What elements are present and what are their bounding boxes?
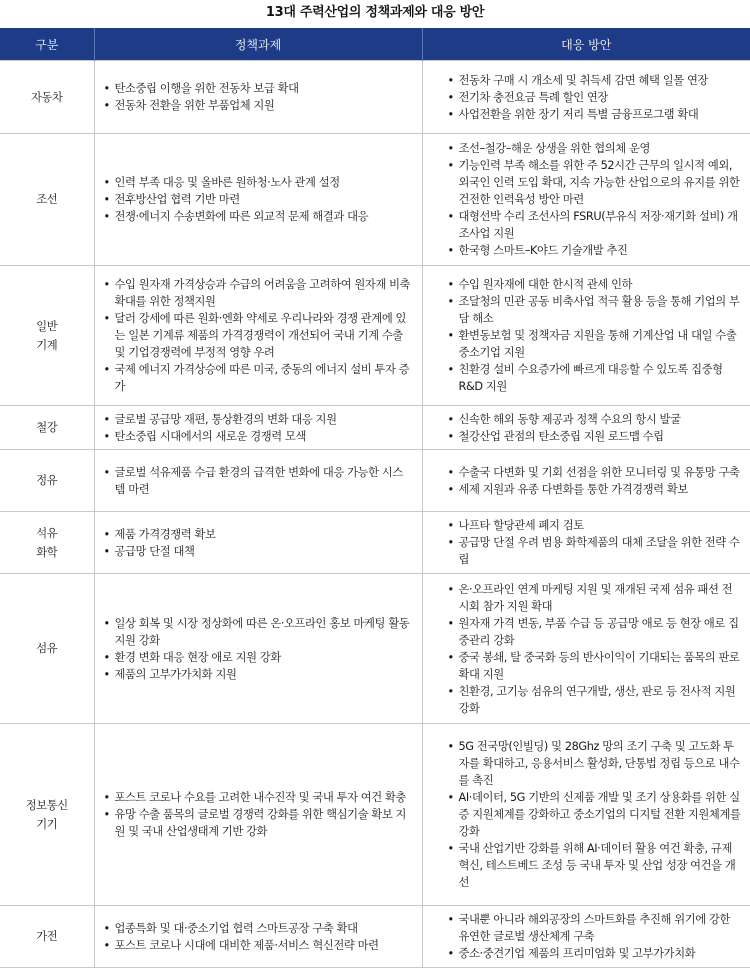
policy-item: • 포스트 코로나 시대에 대비한 제품·서비스 혁신전략 마련 <box>104 937 413 954</box>
response-item: • 신속한 해외 동향 제공과 정책 수요의 항시 발굴 <box>448 411 742 428</box>
category-label: 자동차 <box>30 90 63 104</box>
policy-item: • 제품 가격경쟁력 확보 <box>104 526 413 543</box>
response-item: • 세제 지원과 유종 다변화를 통한 가격경쟁력 확보 <box>448 481 742 498</box>
response-item: • 기능인력 부족 해소를 위한 주 52시간 근무의 일시적 예외, 외국인 인력 도입 확대, 지속 가능한 산업으로의 유지를 위한 건전한 인력육성 방안 마련 <box>448 157 742 208</box>
response-item: • 중소·중견기업 제품의 프리미엄화 및 고부가가치화 <box>448 945 742 962</box>
category-label: 가전 <box>36 930 58 943</box>
policy-table <box>0 28 750 968</box>
category-label: 일반 <box>36 319 58 333</box>
table-row <box>0 134 750 266</box>
category-cell <box>0 574 94 724</box>
response-list <box>424 911 750 962</box>
table-row <box>0 450 750 512</box>
table-body <box>0 61 750 968</box>
response-item: • AI·데이터, 5G 기반의 신제품 개발 및 조기 상용화를 위한 실증 지원체계를 강화하고 중소기업의 디지털 전환 지원체계를 강화 <box>448 789 742 840</box>
header-response: 대응 방안 <box>422 28 750 61</box>
response-item: • 철강산업 관점의 탄소중립 지원 로드맵 수립 <box>448 428 742 445</box>
category-label: 조선 <box>36 193 58 206</box>
category-cell <box>0 61 94 134</box>
policy-item: • 전쟁·에너지 수송변화에 따른 외교적 문제 해결과 대응 <box>104 208 413 225</box>
response-cell <box>422 512 750 574</box>
table-header-row <box>0 28 750 61</box>
response-list <box>424 411 750 445</box>
policy-item: • 업종특화 및 대·중소기업 협력 스마트공장 구축 확대 <box>104 920 413 937</box>
table-row <box>0 61 750 134</box>
policy-item: • 국제 에너지 가격상승에 따른 미국, 중동의 에너지 설비 투자 증가 <box>104 361 413 395</box>
response-cell <box>422 134 750 266</box>
response-item: • 수입 원자재에 대한 한시적 관세 인하 <box>448 276 742 293</box>
response-cell <box>422 906 750 968</box>
response-item: • 5G 전국망(인빌딩) 및 28Ghz 망의 조기 구축 및 고도화 투자를 확대하고, 응용서비스 활성화, 단통법 정립 등으로 내수를 촉진 <box>448 738 742 789</box>
policy-list <box>96 526 421 560</box>
header-policy: 정책과제 <box>94 28 422 61</box>
response-item: • 사업전환을 위한 장기 저리 특별 금융프로그램 확대 <box>448 106 742 123</box>
category-cell <box>0 406 94 450</box>
response-item: • 전기차 충전요금 특례 할인 연장 <box>448 89 742 106</box>
policy-cell <box>94 266 422 406</box>
table-row <box>0 406 750 450</box>
response-item: • 나프타 할당관세 폐지 검토 <box>448 517 742 534</box>
category-label: 기기 <box>36 817 58 831</box>
table-row <box>0 266 750 406</box>
category-cell <box>0 512 94 574</box>
response-list <box>424 517 750 568</box>
response-cell <box>422 61 750 134</box>
policy-item: • 일상 회복 및 시장 정상화에 따른 온·오프라인 홍보 마케팅 활동 지원 강화 <box>104 615 413 649</box>
response-list <box>424 140 750 259</box>
policy-cell <box>94 512 422 574</box>
response-item: • 친환경 설비 수요증가에 빠르게 대응할 수 있도록 집중형 R&D 지원 <box>448 361 742 395</box>
response-item: • 중국 봉쇄, 탈 중국화 등의 반사이익이 기대되는 품목의 판로 확대 지원 <box>448 649 742 683</box>
policy-list <box>96 615 421 683</box>
policy-list <box>96 276 421 395</box>
policy-cell <box>94 134 422 266</box>
table-row <box>0 512 750 574</box>
policy-cell <box>94 61 422 134</box>
policy-cell <box>94 406 422 450</box>
response-item: • 대형선박 수리 조선사의 FSRU(부유식 저장·재기화 설비) 개조사업 지원 <box>448 208 742 242</box>
category-label: 기계 <box>36 338 58 352</box>
response-cell <box>422 450 750 512</box>
response-cell <box>422 724 750 906</box>
table-row <box>0 906 750 968</box>
category-label: 화학 <box>36 545 58 559</box>
policy-cell <box>94 724 422 906</box>
policy-item: • 글로벌 공급망 재편, 통상환경의 변화 대응 지원 <box>104 411 413 428</box>
category-cell <box>0 450 94 512</box>
table-row <box>0 574 750 724</box>
policy-item: • 달러 강세에 따른 원화·엔화 약세로 우리나라와 경쟁 관계에 있는 일본 기계류 제품의 가격경쟁력이 개선되어 국내 기계 수출 및 기업경쟁력에 부정적 영향 우려 <box>104 310 413 361</box>
policy-list <box>96 464 421 498</box>
policy-item: • 전동차 전환을 위한 부품업체 지원 <box>104 97 413 114</box>
response-item: • 조달청의 민관 공동 비축사업 적극 활용 등을 통해 기업의 부담 해소 <box>448 293 742 327</box>
category-label: 정보통신 <box>25 798 68 812</box>
response-list <box>424 276 750 395</box>
policy-item: • 전후방산업 협력 기반 마련 <box>104 191 413 208</box>
policy-list <box>96 411 421 445</box>
category-label: 석유 <box>36 526 58 540</box>
policy-list <box>96 789 421 840</box>
category-label: 정유 <box>36 474 58 487</box>
policy-cell <box>94 906 422 968</box>
policy-item: • 제품의 고부가가치화 지원 <box>104 666 413 683</box>
response-item: • 국내뿐 아니라 해외공장의 스마트화를 추진해 위기에 강한 유연한 글로벌 생산체계 구축 <box>448 911 742 945</box>
response-item: • 조선–철강–해운 상생을 위한 협의체 운영 <box>448 140 742 157</box>
response-item: • 한국형 스마트–K야드 기술개발 추진 <box>448 242 742 259</box>
policy-item: • 유망 수출 품목의 글로벌 경쟁력 강화를 위한 핵심기술 확보 지원 및 국내 산업생태계 기반 강화 <box>104 806 413 840</box>
policy-item: • 탄소중립 시대에서의 새로운 경쟁력 모색 <box>104 428 413 445</box>
table-row <box>0 724 750 906</box>
policy-list <box>96 920 421 954</box>
response-list <box>424 738 750 891</box>
policy-list <box>96 174 421 225</box>
response-cell <box>422 574 750 724</box>
policy-item: • 탄소중립 이행을 위한 전동차 보급 확대 <box>104 80 413 97</box>
response-item: • 친환경, 고기능 섬유의 연구개발, 생산, 판로 등 전사적 지원 강화 <box>448 683 742 717</box>
table-title: 13대 주력산업의 정책과제와 대응 방안 <box>265 5 485 20</box>
category-label: 섬유 <box>36 642 58 655</box>
policy-item: • 환경 변화 대응 현장 애로 지원 강화 <box>104 649 413 666</box>
category-cell <box>0 724 94 906</box>
response-item: • 국내 산업기반 강화를 위해 AI·데이터 활용 여건 확충, 규제혁신, 테스트베드 조성 등 국내 투자 및 산업 성장 여건을 개선 <box>448 840 742 891</box>
policy-item: • 인력 부족 대응 및 올바른 원하청·노사 관계 설정 <box>104 174 413 191</box>
response-item: • 공급망 단절 우려 범용 화학제품의 대체 조달을 위한 전략 수립 <box>448 534 742 568</box>
response-cell <box>422 406 750 450</box>
policy-item: • 포스트 코로나 수요를 고려한 내수진작 및 국내 투자 여건 확충 <box>104 789 413 806</box>
policy-cell <box>94 450 422 512</box>
policy-item: • 수입 원자재 가격상승과 수급의 어려움을 고려하여 원자재 비축 확대를 위한 정책지원 <box>104 276 413 310</box>
response-list <box>424 72 750 123</box>
response-item: • 원자재 가격 변동, 부품 수급 등 공급망 애로 등 현장 애로 집중관리 강화 <box>448 615 742 649</box>
policy-item: • 공급망 단절 대책 <box>104 543 413 560</box>
category-label: 철강 <box>36 421 58 434</box>
policy-cell <box>94 574 422 724</box>
policy-item: • 글로벌 석유제품 수급 환경의 급격한 변화에 대응 가능한 시스템 마련 <box>104 464 413 498</box>
response-list <box>424 464 750 498</box>
category-cell <box>0 906 94 968</box>
category-cell <box>0 266 94 406</box>
header-category: 구분 <box>0 28 94 61</box>
policy-list <box>96 80 421 114</box>
response-cell <box>422 266 750 406</box>
response-item: • 수출국 다변화 및 기회 선점을 위한 모니터링 및 유통망 구축 <box>448 464 742 481</box>
category-cell <box>0 134 94 266</box>
response-item: • 환변동보험 및 정책자금 지원을 통해 기계산업 내 대일 수출 중소기업 지원 <box>448 327 742 361</box>
response-list <box>424 581 750 717</box>
response-item: • 온·오프라인 연계 마케팅 지원 및 재개된 국제 섬유 패션 전시회 참가 지원 확대 <box>448 581 742 615</box>
response-item: • 전동차 구매 시 개소세 및 취득세 감면 혜택 일몰 연장 <box>448 72 742 89</box>
